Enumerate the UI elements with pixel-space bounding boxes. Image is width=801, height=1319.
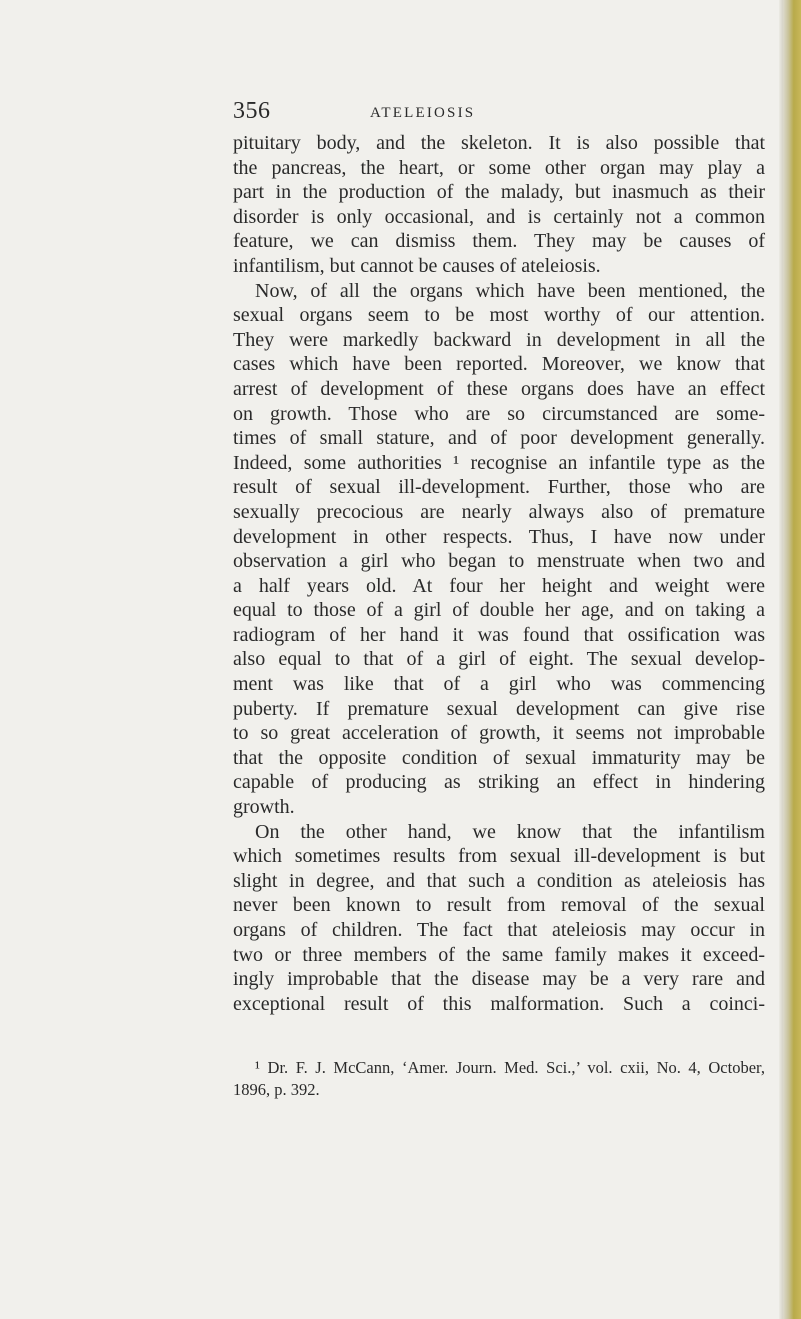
book-spine-edge bbox=[783, 0, 801, 1319]
text-line: puberty. If premature sexual development can give rise bbox=[233, 697, 765, 720]
text-line: disorder is only occasional, and is certainly not a common bbox=[233, 205, 765, 228]
text-line: On the other hand, we know that the infantilism bbox=[255, 820, 765, 843]
text-line: that the opposite condition of sexual immaturity may be bbox=[233, 746, 765, 769]
text-line: equal to those of a girl of double her age, and on taking a bbox=[233, 599, 765, 622]
running-head: ATELEIOSIS bbox=[370, 105, 476, 121]
text-line: growth. bbox=[233, 796, 295, 819]
text-line: times of small stature, and of poor development generally. bbox=[233, 427, 765, 450]
text-line: cases which have been reported. Moreover, we know that bbox=[233, 353, 765, 376]
text-line: result of sexual ill-development. Further, those who are bbox=[233, 476, 765, 499]
text-line: also equal to that of a girl of eight. The sexual develop- bbox=[233, 648, 765, 671]
text-line: feature, we can dismiss them. They may be causes of bbox=[233, 230, 765, 253]
text-line: radiogram of her hand it was found that ossification was bbox=[233, 623, 765, 646]
text-line: development in other respects. Thus, I have now under bbox=[233, 525, 765, 548]
text-line: pituitary body, and the skeleton. It is also possible that bbox=[233, 132, 765, 154]
text-line: ingly improbable that the disease may be a very rare and bbox=[233, 968, 765, 991]
text-line: exceptional result of this malformation. Such a coinci- bbox=[233, 992, 765, 1015]
body-text bbox=[233, 131, 765, 1016]
footnote-line: ¹ Dr. F. J. McCann, ‘Amer. Journ. Med. Sci.,’ vol. cxii, No. 4, October, bbox=[255, 1058, 765, 1077]
text-line: sexual organs seem to be most worthy of our attention. bbox=[233, 304, 765, 327]
text-line: which sometimes results from sexual ill-development is but bbox=[233, 845, 765, 868]
text-line: infantilism, but cannot be causes of ateleiosis. bbox=[233, 254, 601, 277]
text-line: on growth. Those who are so circumstanced are some- bbox=[233, 402, 765, 425]
footnote-line: 1896, p. 392. bbox=[233, 1080, 320, 1099]
text-line: ment was like that of a girl who was commencing bbox=[233, 673, 765, 696]
text-line: Now, of all the organs which have been mentioned, the bbox=[255, 279, 765, 302]
text-line: a half years old. At four her height and weight were bbox=[233, 574, 765, 597]
text-line: They were markedly backward in development in all the bbox=[233, 328, 765, 351]
text-line: capable of producing as striking an effect in hindering bbox=[233, 771, 765, 794]
text-line: to so great acceleration of growth, it seems not improbable bbox=[233, 722, 765, 745]
text-line: the pancreas, the heart, or some other organ may play a bbox=[233, 156, 765, 179]
text-line: arrest of development of these organs does have an effect bbox=[233, 377, 765, 400]
text-line: slight in degree, and that such a condition as ateleiosis has bbox=[233, 869, 765, 892]
text-line: part in the production of the malady, but inasmuch as their bbox=[233, 181, 765, 204]
text-line: two or three members of the same family makes it exceed- bbox=[233, 943, 765, 966]
footnote bbox=[233, 1057, 765, 1101]
text-line: sexually precocious are nearly always also of premature bbox=[233, 500, 765, 523]
page-header bbox=[0, 98, 801, 128]
text-line: Indeed, some authorities ¹ recognise an infantile type as the bbox=[233, 451, 765, 474]
page-number: 356 bbox=[233, 98, 271, 124]
text-line: never been known to result from removal of the sexual bbox=[233, 894, 765, 917]
text-line: organs of children. The fact that ateleiosis may occur in bbox=[233, 919, 765, 941]
text-line: observation a girl who began to menstruate when two and bbox=[233, 550, 765, 573]
